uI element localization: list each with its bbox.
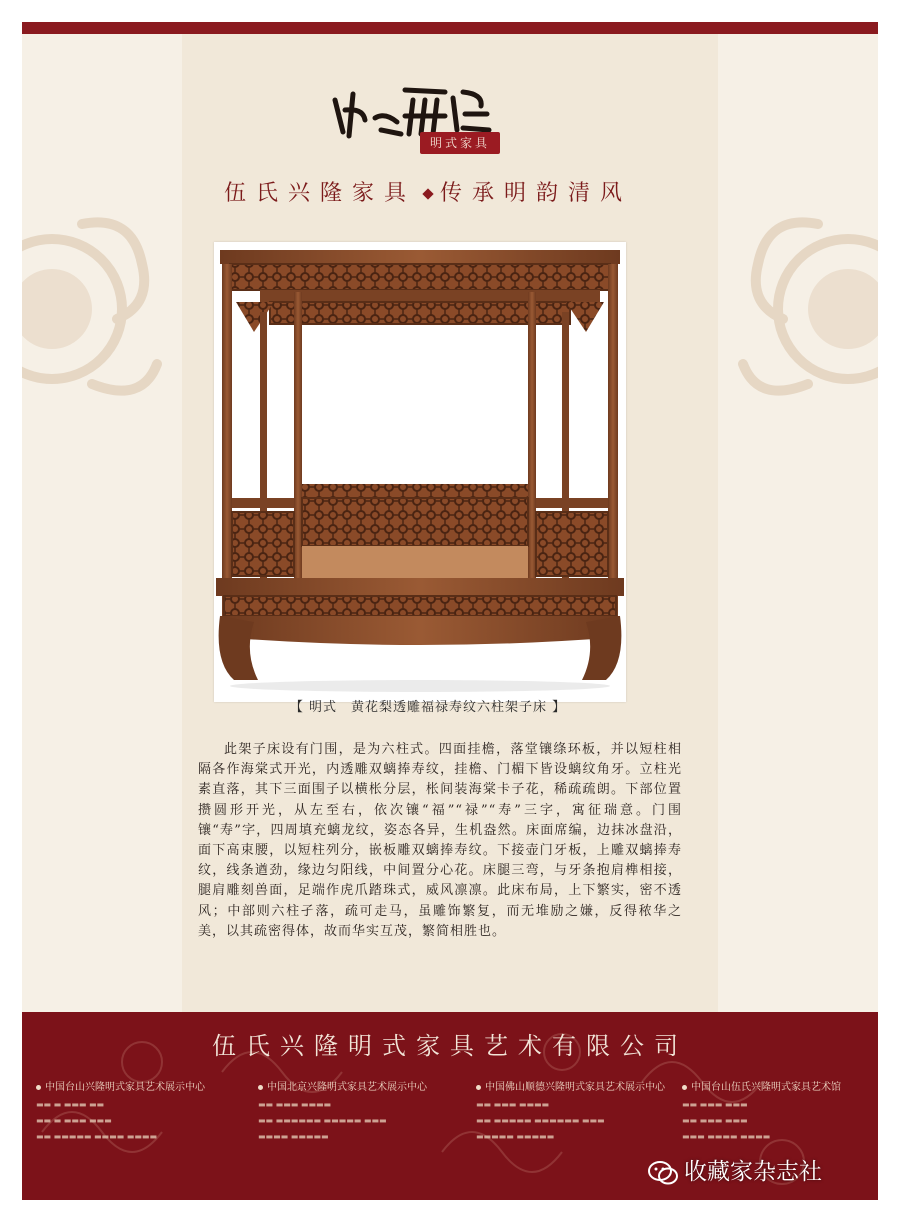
product-photo xyxy=(214,242,626,702)
product-caption: 【 明式 黄花梨透雕福禄寿纹六柱架子床 】 xyxy=(289,700,567,715)
company-name: 伍氏兴隆明式家具艺术有限公司 xyxy=(212,1032,688,1060)
showroom-title: 中国台山兴隆明式家具艺术展示中心 xyxy=(45,1082,205,1093)
dragon-ornament-left xyxy=(22,184,172,434)
showroom-title: 中国佛山顺德兴隆明式家具艺术展示中心 xyxy=(485,1082,665,1093)
bullet-icon xyxy=(476,1085,481,1090)
showroom-detail-line: ▬▬▬ ▬▬▬▬ ▬▬▬▬ xyxy=(682,1132,771,1141)
showroom-detail-line: ▬▬ ▬▬▬ ▬▬▬ xyxy=(682,1100,748,1109)
top-border-bar xyxy=(22,22,878,34)
bullet-icon xyxy=(36,1085,41,1090)
slogan-left: 伍氏兴隆家具 xyxy=(223,181,416,206)
showroom-detail-line: ▬▬ ▬ ▬▬▬ ▬▬ xyxy=(36,1100,105,1109)
product-description: 此架子床设有门围，是为六柱式。四面挂檐，落堂镶绦环板，并以短柱相隔各作海棠式开光，内透雕双螭捧寿纹，挂檐、门楣下皆设螭纹角牙。立柱光素直落，其下三面围子以横枨分层，枨间装海棠卡子花，稀疏疏朗。下部位置攒圆形开光，从左至右，依次镶“福”“禄”“寿”三字，寓征瑞意。门围镶“寿”字，四周填充螭龙纹，姿态各异，生机盎然。床面席编，边抹冰盘沿，面下高束腰，以短柱列分，嵌板雕双螭捧寿纹。下接壶门牙板，上雕双螭捧寿纹，线条遒劲，缘边匀阳线，中间置分心花。床腿三弯，与牙条抱肩榫相接，腿肩雕刻兽面，足端作虎爪踏珠式，威风凛凛。此床布局，上下繁实，密不透风；中部则六柱孑落，疏可走马，虽雕饰繁复，而无堆励之嫌，反得秾华之美，以其疏密得体，故而华实互茂，繁简相胜也。 xyxy=(198,742,682,939)
watermark-text: 收藏家杂志社 xyxy=(684,1159,822,1185)
showroom-title: 中国北京兴隆明式家具艺术展示中心 xyxy=(267,1082,427,1093)
watermark xyxy=(648,1157,888,1187)
diamond-separator-icon xyxy=(422,188,433,199)
showroom-detail-line: ▬▬ ▬▬▬▬▬▬ ▬▬▬▬▬ ▬▬▬ xyxy=(258,1116,387,1125)
brand-logo xyxy=(305,70,505,180)
left-side-panel xyxy=(22,34,182,1012)
bullet-icon xyxy=(258,1085,263,1090)
showroom-title: 中国台山伍氏兴隆明式家具艺术馆 xyxy=(691,1082,841,1093)
bullet-icon xyxy=(682,1085,687,1090)
slogan xyxy=(160,176,696,207)
showroom-detail-line: ▬▬ ▬▬▬ ▬▬▬▬ xyxy=(476,1100,550,1109)
showroom-detail-line: ▬▬ ▬ ▬▬▬ ▬▬▬ xyxy=(36,1116,112,1125)
showroom-detail-line: ▬▬ ▬▬▬ ▬▬▬ xyxy=(682,1116,748,1125)
slogan-right: 传承明韵清风 xyxy=(440,181,633,206)
right-side-panel xyxy=(718,34,878,1012)
showroom-item xyxy=(36,1078,248,1188)
wechat-icon xyxy=(648,1160,678,1186)
brand-seal: 明式家具 xyxy=(420,132,500,154)
canopy-bed-illustration xyxy=(214,242,626,702)
showroom-detail-line: ▬▬ ▬▬▬▬▬ ▬▬▬▬ ▬▬▬▬ xyxy=(36,1132,158,1141)
showroom-detail-line: ▬▬▬▬▬ ▬▬▬▬▬ xyxy=(476,1132,555,1141)
dragon-ornament-right xyxy=(728,184,878,434)
showroom-detail-line: ▬▬ ▬▬▬▬▬ ▬▬▬▬▬▬ ▬▬▬ xyxy=(476,1116,605,1125)
showroom-item xyxy=(258,1078,470,1188)
showroom-detail-line: ▬▬▬▬ ▬▬▬▬▬ xyxy=(258,1132,329,1141)
showroom-detail-line: ▬▬ ▬▬▬ ▬▬▬▬ xyxy=(258,1100,332,1109)
